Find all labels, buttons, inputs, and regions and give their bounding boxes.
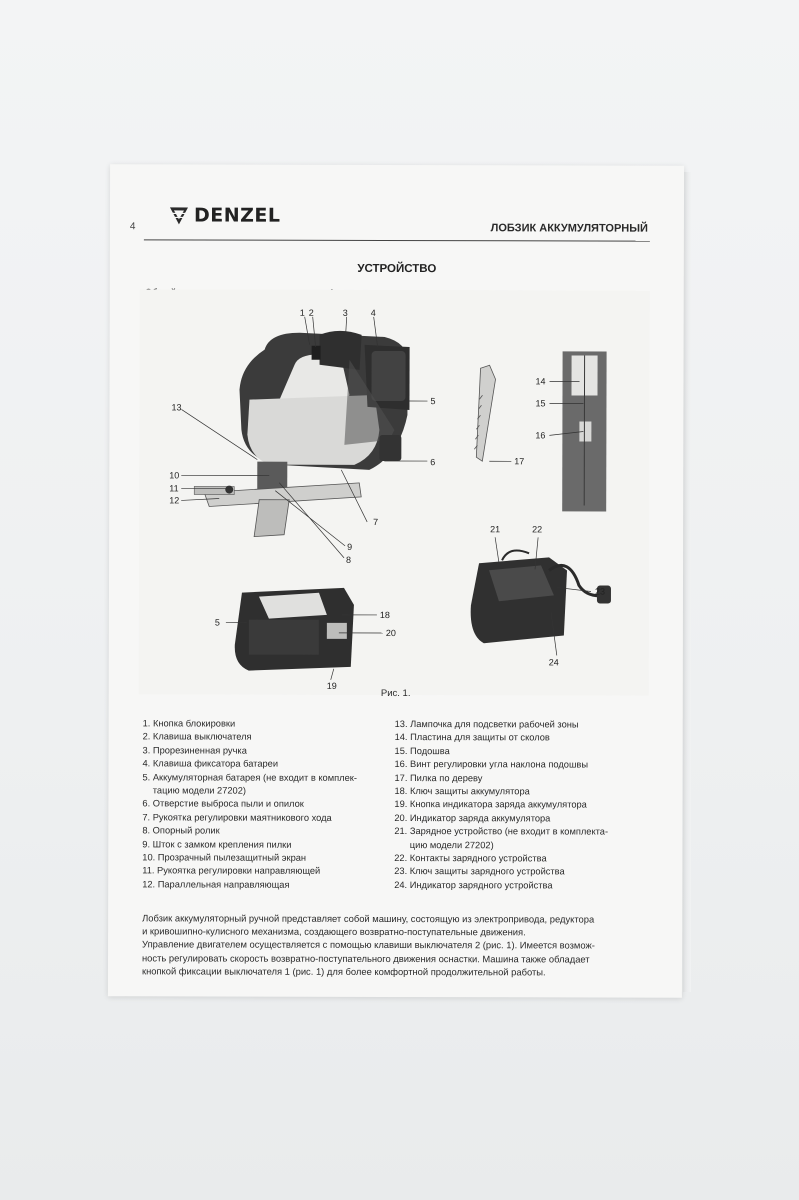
legend-item: 18. Ключ защиты аккумулятора [394,786,530,797]
callout-4: 4 [370,307,376,318]
legend-item: 21. Зарядное устройство (не входит в комплекта- [394,826,609,837]
paragraph-line: кнопкой фиксации выключателя 1 (рис. 1) для более комфортной продолжительной работы. [141,965,546,978]
callout-6: 6 [430,457,436,468]
legend-item: 2. Клавиша выключателя [142,731,252,743]
legend-item: 12. Параллельная направляющая [142,879,290,890]
callout-10: 10 [169,470,180,481]
legend-item: 19. Кнопка индикатора заряда аккумулятора [394,799,587,810]
callout-2: 2 [308,307,314,318]
legend-item: 7. Рукоятка регулировки маятникового хода [142,812,332,823]
legend-right-column [394,718,654,893]
legend-left-column [142,717,387,892]
legend-item: 1. Кнопка блокировки [142,718,236,729]
legend-item: 22. Контакты зарядного устройства [394,853,547,864]
callout-23: 23 [594,586,606,597]
callout-7: 7 [373,516,379,527]
legend-item: 14. Пластина для защиты от сколов [394,732,550,743]
legend-item: 20. Индикатор заряда аккумулятора [394,812,551,824]
legend-item: цию модели 27202) [394,839,494,850]
brand-name: DENZEL [193,204,281,227]
legend-item: 15. Подошва [394,745,450,756]
callout-13: 13 [171,402,182,413]
figure-caption: Рис. 1. [380,687,411,700]
legend-item: 10. Прозрачный пылезащитный экран [142,852,307,863]
legend-item: 13. Лампочка для подсветки рабочей зоны [394,718,579,730]
callout-15: 15 [535,398,546,409]
document-title: ЛОБЗИК АККУМУЛЯТОРНЫЙ [490,222,648,235]
battery-illustration [235,588,354,671]
callout-16: 16 [535,430,546,441]
legend-item: 8. Опорный ролик [142,825,220,836]
figure-1 [109,164,684,696]
paragraph-line: Лобзик аккумуляторный ручной представляет собой машину, состоящую из электропривода, редуктора [142,912,595,925]
manual-page [108,164,684,997]
callout-24: 24 [548,657,559,668]
callout-3: 3 [342,307,348,318]
legend-item: 4. Клавиша фиксатора батареи [142,758,279,769]
page-number: 4 [129,221,136,233]
callout-18: 18 [379,609,390,620]
legend-item: 11. Рукоятка регулировки направляющей [142,865,321,877]
callout-9: 9 [347,541,353,552]
legend-item: 3. Прорезиненная ручка [142,745,247,756]
paragraph-line: и кривошипно-кулисного механизма, создающего возвратно-поступательные движения. [142,925,526,938]
callout-21: 21 [490,524,501,535]
legend-item: 9. Шток с замком крепления пилки [142,838,292,850]
paper-edge [683,172,691,992]
callout-20: 20 [385,627,396,638]
legend-item: тацию модели 27202) [142,785,246,796]
paragraph-line: ность регулировать скорость возвратно-поступательного движения оснастки. Машина также обладает [141,951,590,965]
legend-item: 16. Винт регулировки угла наклона подошвы [394,759,589,770]
legend-item: 6. Отверстие выброса пыли и опилок [142,798,304,810]
legend-item: 24. Индикатор зарядного устройства [394,879,553,891]
callout-22: 22 [532,524,543,535]
paragraph-line: Управление двигателем осуществляется с помощью клавиши выключателя 2 (рис. 1). Имеется возмож- [142,938,595,951]
callout-5: 5 [430,396,436,407]
section-title: УСТРОЙСТВО [357,262,437,276]
callout-14: 14 [535,376,546,387]
legend-item: 23. Ключ защиты зарядного устройства [394,866,565,877]
callout-1: 1 [299,307,305,318]
callout-19: 19 [326,680,337,691]
callout-11: 11 [169,483,179,494]
callout-8: 8 [346,554,352,565]
description-paragraph [142,911,657,978]
callout-5-battery: 5 [214,617,220,628]
callout-12: 12 [169,495,180,506]
legend-item: 17. Пилка по дереву [394,772,483,783]
legend-item: 5. Аккумуляторная батарея (не входит в комплек- [142,771,357,783]
callout-17: 17 [514,456,525,467]
base-plate-illustration [562,351,606,511]
